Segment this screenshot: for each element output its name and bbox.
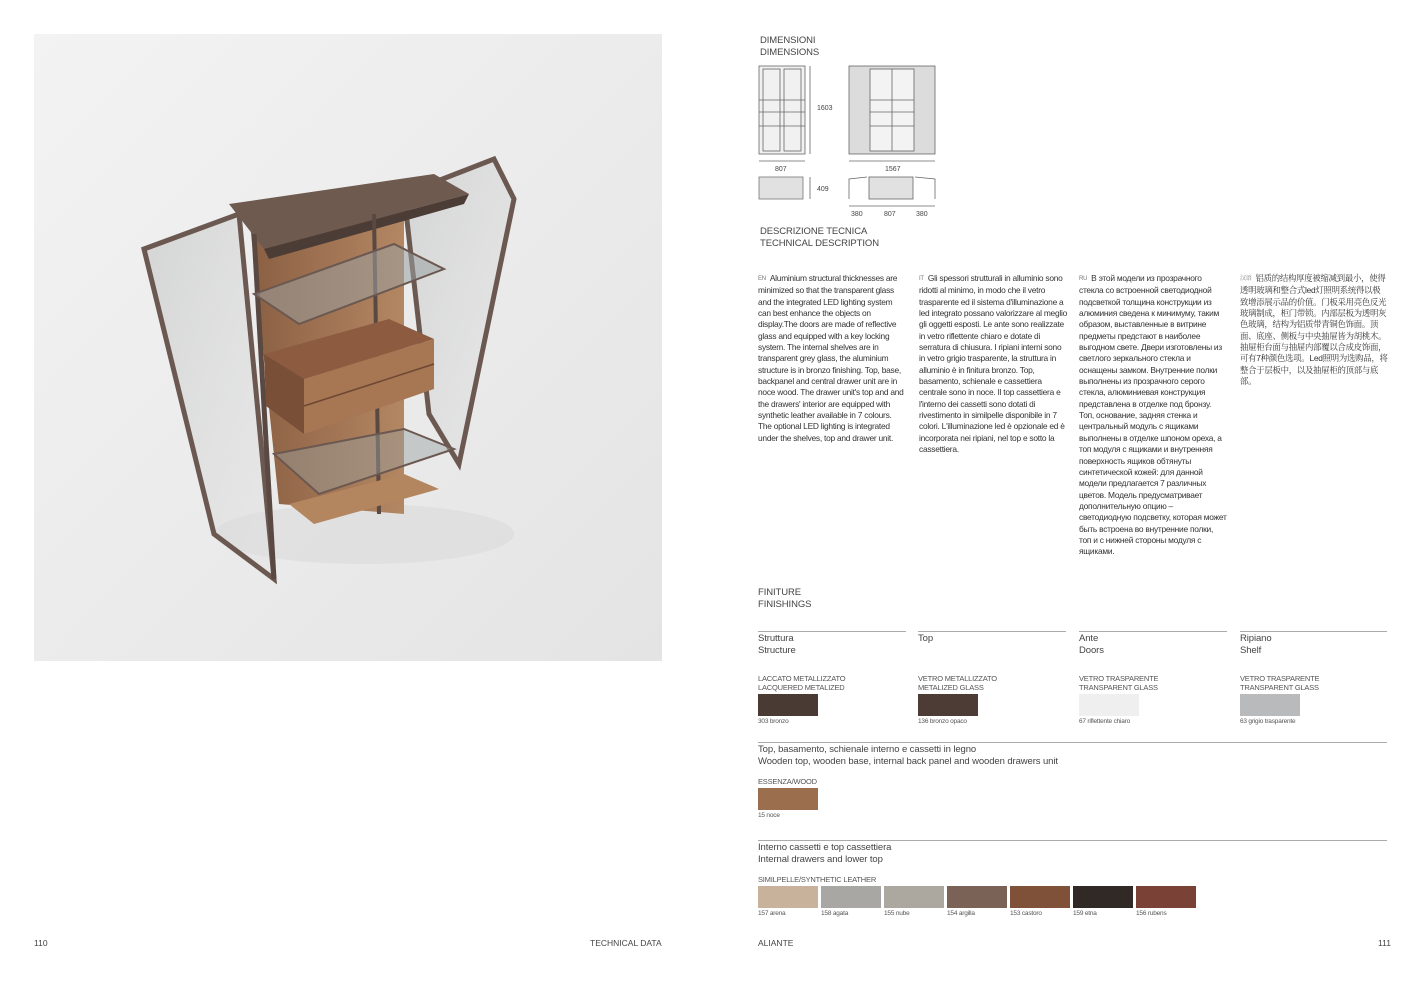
product-photo [34,34,662,661]
dim-plan-right: 380 [916,211,928,218]
page-number-left: 110 [34,938,48,948]
dim-width-small: 807 [775,166,787,173]
finish-group-shelf: Ripiano Shelf VETRO TRASPARENTE TRANSPARENT GLASS 63 grigio trasparente [1240,633,1320,725]
plan-small [759,177,803,199]
description-ru: RU В этой модели из прозрачного стекла со встроенной светодиодной подсветкой толщина конструкции из алюминия сведена к минимуму, таким образом, выставленные в витрине предметы предстают в наиболее выгодном свете. Двери изготовлены из светлого зеркального стекла и оснащены замком. Внутренние полки выполнены из прозрачного серого стекла, алюминиевая конструкция представлена в отделке под бронзу. Топ, основание, задняя стенка и центральный модуль с ящиками выполнены в отделке шпоном ореха, а топ модуля с ящиками и внутренняя поверхность ящиков обтянуты синтетической кожей: для данной модели предлагается 7 различных цветов. Модель предусматривает дополнительную опцию – светодиодную подсветку, которая может быть встроена во внутренние полки, топ и с нижней стороны модуля с ящиками. [1079,273,1227,557]
leather-swatch-row [758,886,1196,918]
finish-wood-section: Top, basamento, schienale interno e cassetti in legno Wooden top, wooden base, internal back panel and wooden drawers unit ESSENZA/WOOD 15 noce [758,744,1058,819]
dimensions-heading: DIMENSIONI DIMENSIONS [760,35,820,58]
section-title: TECHNICAL DATA [590,938,662,948]
finishings-heading: FINITURE FINISHINGS [758,587,812,610]
technical-heading: DESCRIZIONE TECNICA TECHNICAL DESCRIPTION [760,226,879,249]
finish-leather-section: Interno cassetti e top cassettiera Internal drawers and lower top SIMILPELLE/SYNTHETIC LEATHER [758,842,892,884]
front-elevation-small [759,66,810,161]
leather-swatch[interactable]: 153 castoro [1010,886,1070,918]
leather-swatch[interactable]: 158 agata [821,886,881,918]
plan-large [849,177,935,206]
leather-swatch[interactable]: 155 nube [884,886,944,918]
leather-swatch[interactable]: 157 arena [758,886,818,918]
finish-group-doors: Ante Doors VETRO TRASPARENTE TRANSPARENT GLASS 67 riflettente chiaro [1079,633,1159,725]
dim-depth: 409 [817,186,829,193]
finish-group-structure: Struttura Structure LACCATO METALLIZZATO LACQUERED METALIZED 303 bronzo [758,633,846,725]
finish-group-top: Top VETRO METALLIZZATO METALIZED GLASS 136 bronzo opaco [918,633,997,725]
dim-plan-center: 807 [884,211,896,218]
dim-width-large: 1567 [885,166,901,173]
description-it: IT Gli spessori strutturali in alluminio sono ridotti al minimo, in modo che il vetro trasparente ed il sistema d'illuminazione a led integrato possano valorizzare al meglio gli oggetti esposti. Le ante sono realizzate in vetro riflettente chiaro e dotate di serratura di chiusura. I ripiani interni sono in vetro grigio trasparente, la struttura in alluminio è in finitura bronzo. Top, basamento, schienale e cassettiera centrale sono in noce. Il top cassettiera e l'interno dei cassetti sono dotati di rivestimento in similpelle disponibile in 7 colori. L'illuminazione led è opzionale ed è incorporata nei ripiani, nel top e sotto la cassettiera. [919,273,1067,455]
description-en: EN Aluminium structural thicknesses are minimized so that the transparent glass and the integrated LED lighting system can best enhance the objects on display.The doors are made of reflective glass and equipped with a key locking system. The internal shelves are in transparent grey glass, the aluminium structure is in bronzo finishing. Top, base, backpanel and central drawer unit are in noce wood. The drawer unit's top and and the drawers' interior are equipped with synthetic leather available in 7 colours. The optional LED lighting is integrated under the shelves, top and drawer unit. [758,273,904,443]
dim-height: 1603 [817,105,833,112]
swatch-67-riflettente-chiaro[interactable] [1079,694,1139,716]
description-zh: 汉语 铝质的结构厚度被缩减到最小，使得透明玻璃和整合式led灯照明系统得以极致增添展示品的价值。门板采用亮色反光玻璃制成，柜门带锁。内部层板为透明灰色玻璃，结构为铝质带青铜色饰面。顶面、底座、侧板与中央抽屉皆为胡桃木。抽屉柜台面与抽屉内部覆以合成皮饰面，可有7种颜色选项。Led照明为选购品，将整合于层板中，以及抽屉柜的顶部与底部。 [1240,273,1388,387]
leather-swatch[interactable]: 156 rubens [1136,886,1196,918]
swatch-15-noce[interactable] [758,788,818,810]
swatch-136-bronzo-opaco[interactable] [918,694,978,716]
swatch-303-bronzo[interactable] [758,694,818,716]
front-elevation-large [849,66,935,161]
dim-plan-left: 380 [851,211,863,218]
cabinet-illustration [34,34,662,661]
dimensions-drawing [755,60,955,225]
product-name: ALIANTE [758,938,794,948]
swatch-63-grigio-trasparente[interactable] [1240,694,1300,716]
leather-swatch[interactable]: 159 etna [1073,886,1133,918]
page-number-right: 111 [1378,938,1391,948]
leather-swatch[interactable]: 154 argilla [947,886,1007,918]
